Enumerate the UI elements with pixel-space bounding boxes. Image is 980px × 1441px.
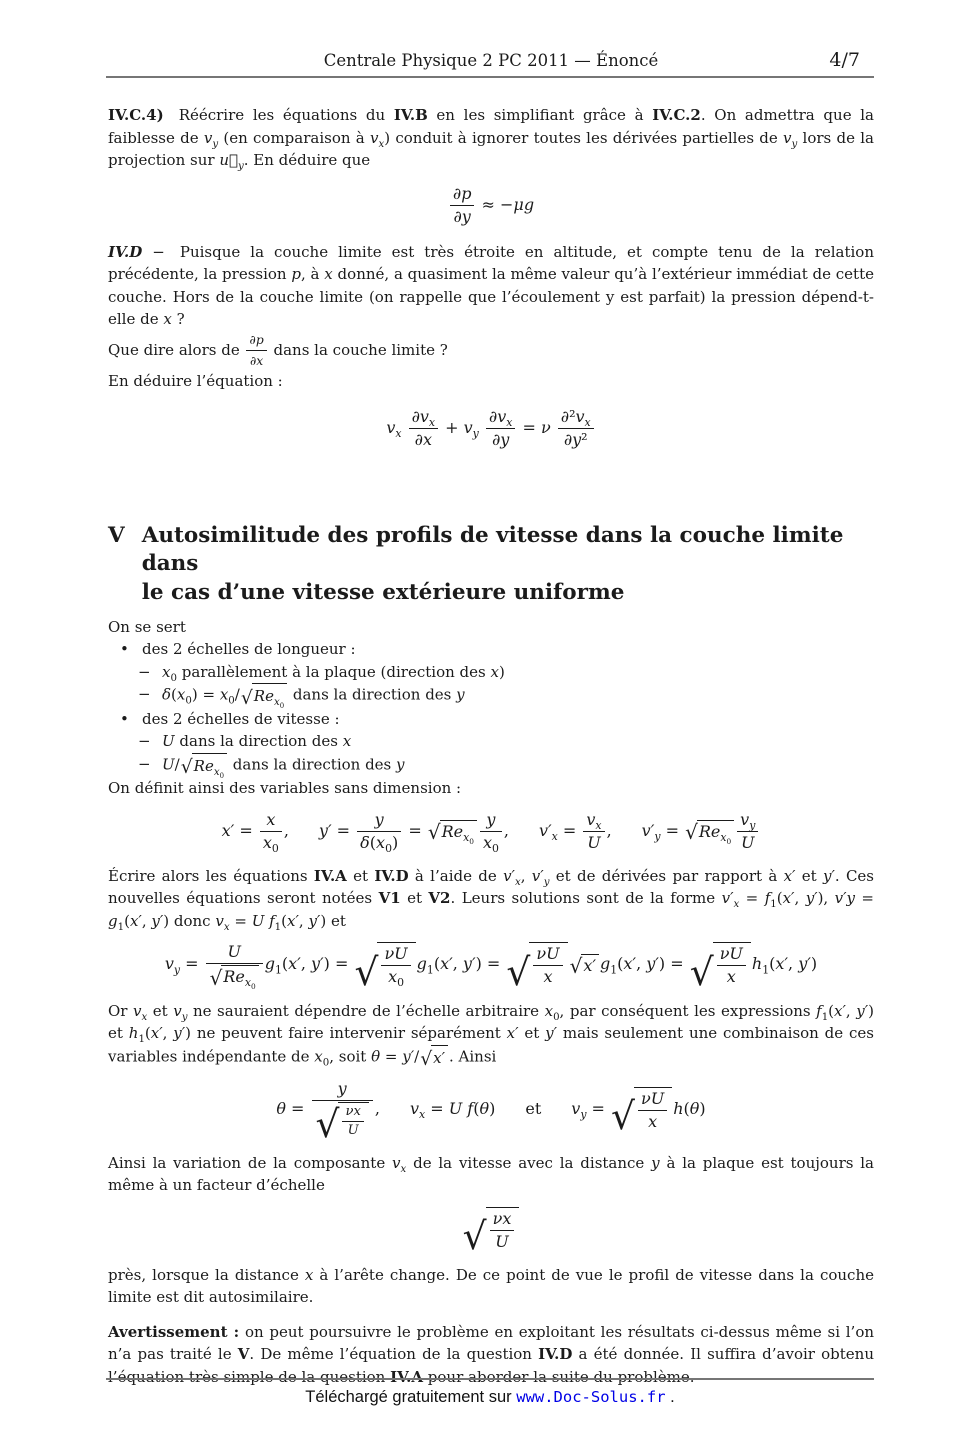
paragraph-or: Or $v_x$ et $v_y$ ne sauraient dépendre de l’échelle arbitraire $x_0$, par conséquent les expressions $f_1(x'$, y′) et $h_1(x'$, y′) ne peuvent faire intervenir séparément x′ et y′ mais seulement une combinaison de ces variables indépendante de $x_0$, soit θ = y′/ √ x′ . Ainsi <box>108 1001 874 1071</box>
footer-rule <box>106 1378 874 1380</box>
paragraph-avertissement: Avertissement : on peut poursuivre le problème en exploitant les résultats ci-dessus même si l’on n’a pas traité le V. De même l’équation de la question IV.D a été donnée. Il suffira d’avoir obtenu l’équation très simple de la question IV.A pour aborder la suite du problème. <box>108 1322 875 1386</box>
paragraph-ainsi: Ainsi la variation de la composante $v_x$ de la vitesse avec la distance y à la plaque est toujours la même à un facteur d’échelle <box>108 1153 874 1195</box>
bullet-icon: • <box>120 640 129 659</box>
paragraph-pres: près, lorsque la distance x à l’arête change. De ce point de vue le profil de vitesse dans la couche limite est dit autosimilaire. <box>108 1265 874 1307</box>
list-item-label: des 2 échelles de vitesse : <box>142 709 340 728</box>
list-item-label: des 2 échelles de longueur : <box>142 640 356 659</box>
section-number: V <box>108 522 125 548</box>
equation-pressure-gradient: $\frac{\partial p}{\partial y}$ ≈ −μg <box>108 184 874 227</box>
section-title-line2: le cas d’une vitesse extérieure uniforme <box>141 580 625 606</box>
list-item-length-scales <box>108 638 874 661</box>
page-footer <box>0 1388 980 1407</box>
equation-scale-factor: √ $\frac{\nu x}{U}$ <box>108 1207 874 1252</box>
paragraph-question-ivd: IV.D − Puisque la couche limite est très étroite en altitude, et compte tenu de la relation précédente, la pression p, à x donné, a quasiment la même valeur qu’à l’extérieur immédiat de cette couche. Hors de la couche limite (on rappelle que l’écoulement y est parfait) la pression dépend-t-elle de x ? <box>108 242 874 328</box>
paragraph-variables: On définit ainsi des variables sans dimension : <box>108 779 462 798</box>
section-title-line1: Autosimilitude des profils de vitesse dans la couche limite dans <box>141 522 844 577</box>
paragraph-on-se-sert: On se sert <box>108 617 186 636</box>
dash-icon: − <box>138 662 151 681</box>
equation-boundary-layer: $v_x$ $\frac{\partial v_x}{\partial x}$ + $v_y$ $\frac{\partial v_x}{\partial y}$ = ν $\frac{\partial^2v_x}{\text{∂y²}}$ <box>108 407 874 450</box>
list-item-velocity-scales <box>108 708 874 731</box>
document-body <box>108 104 874 1388</box>
paragraph-que-dire: Que dire alors de $\frac{\partial p}{\partial x}$ dans la couche limite ? <box>108 332 448 368</box>
dash-icon: − <box>138 754 151 773</box>
list-subitem-label: U dans la direction des x <box>162 732 352 751</box>
paragraph-question-ivc4: IV.C.4) Réécrire les équations du IV.B en les simplifiant grâce à IV.C.2. On admettra que la faiblesse de $v_y$ (en comparaison à $v_x$) conduit à ignorer toutes les dérivées partielles de $v_y$ lors de la projection sur $u⃗_y$. En déduire que <box>108 106 874 172</box>
header-rule <box>106 76 874 78</box>
list-subitem-delta <box>108 683 874 711</box>
dash-icon: − <box>138 732 151 751</box>
list-subitem-x0 <box>108 661 874 684</box>
page-header <box>108 51 874 70</box>
dash-icon: − <box>138 685 151 704</box>
list-subitem-u-sqrt <box>108 753 874 778</box>
list-subitem-label: $\delta(x_0) = x_0/$ √ $Re_{x_0}$ dans la direction des y <box>162 683 465 708</box>
list-subitem-u <box>108 730 874 753</box>
footer-text: Téléchargé gratuitement sur <box>305 1388 517 1406</box>
footer-link[interactable]: www.Doc-Solus.fr <box>516 1388 666 1406</box>
list-subitem-label: U/ √ $Re_{x_0}$ dans la direction des y <box>162 753 405 778</box>
section-heading <box>108 522 874 608</box>
paragraph-ecrire: Écrire alors les équations IV.A et IV.D à l’aide de $v'_x$, $v'_y$ et de dérivées par rapport à x′ et y′. Ces nouvelles équations seront notées V1 et V2. Leurs solutions sont de la forme $v'_x = f_1(x'$, y′), $v'y = g_1(x'$, y′) donc $v_x = U$ $f_1(x'$, y′) et <box>108 866 875 933</box>
equation-theta: θ = y √ $\frac{\nu x}{U}$ , $v_x = U$ f(θ) et $v_y$ = √ $\frac{\nu U}{x}$ h(θ) <box>276 1079 706 1147</box>
page-number: 4/7 <box>829 49 860 71</box>
list-subitem-label: $x_0$ parallèlement à la plaque (direction des x) <box>162 662 505 684</box>
paragraph-en-deduire: En déduire l’équation : <box>108 372 283 391</box>
scales-list <box>108 638 874 780</box>
footer-suffix: . <box>665 1388 675 1406</box>
equation-dimensionless-variables: x′ = $\frac{x}{x_0}$ , y′ = $\frac{y}{\delta(x_0)}$ = √ $Re_{x_0}$ $\frac{y}{x_0}$ , $v'_x$ = $\frac{v_x}{U}$ , $v'_y$ = √ $Re_{x_0}$ $\frac{v_y}{U}$ <box>108 810 874 853</box>
header-title: Centrale Physique 2 PC 2011 — Énoncé <box>323 51 659 70</box>
bullet-icon: • <box>120 709 129 728</box>
equation-vy-forms: $v_y$ = U √ $Re_{x_0}$ $g_1(x'$, y′) = √ $\frac{\nu U}{x_0}$ $g_1(x'$, y′) = √ $\frac{\nu U}{x}$ √ x′ $g_1(x'$, y′) = √ $\frac{\nu U}{x}$ $h_1(x'$, y′) <box>164 942 818 994</box>
section-title <box>142 522 874 608</box>
